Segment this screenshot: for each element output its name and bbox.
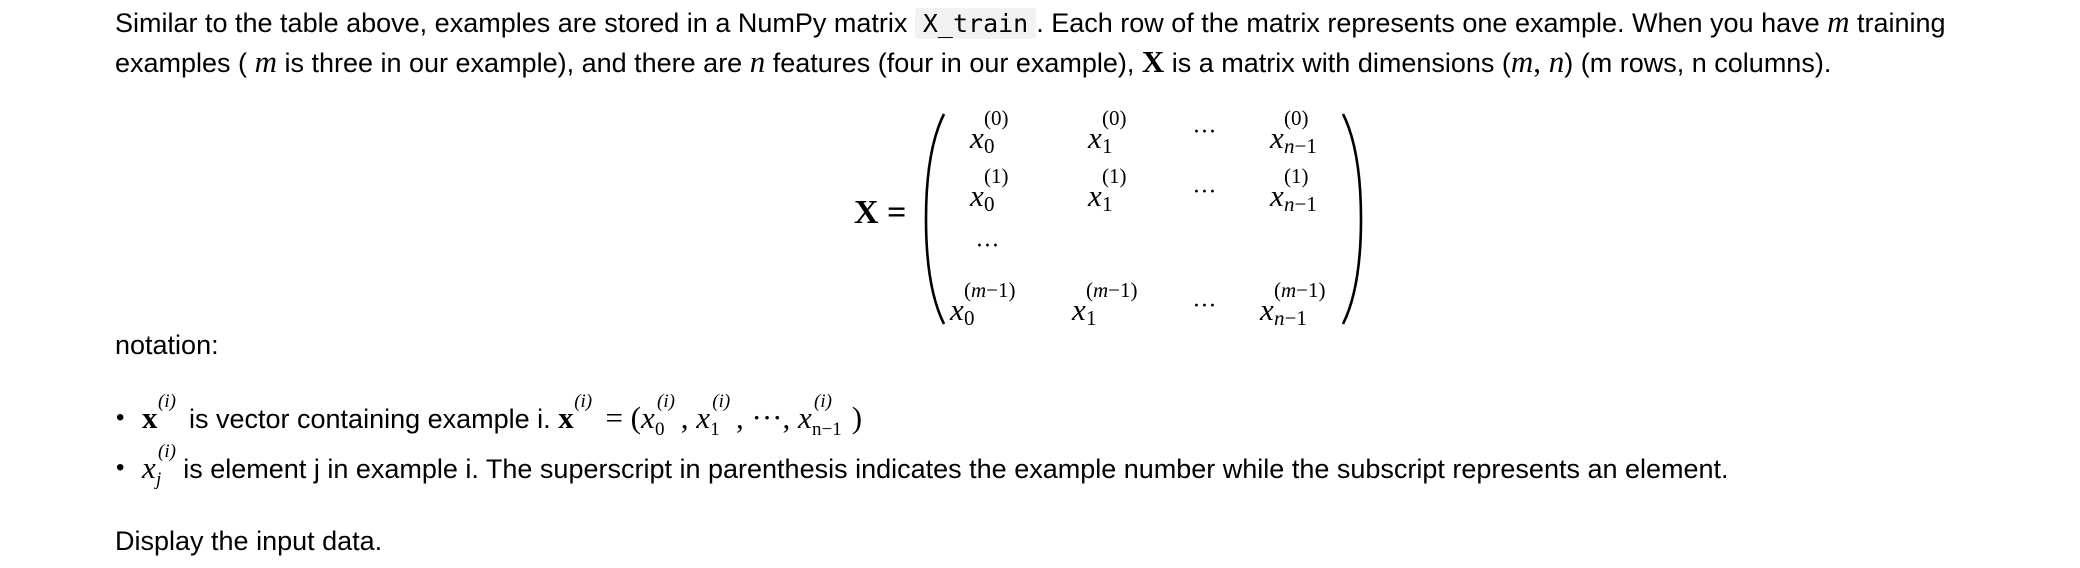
- math-x-i-j: x (i) j: [142, 441, 176, 490]
- math-close-paren: ): [851, 400, 863, 435]
- display-input-text: Display the input data.: [115, 526, 383, 556]
- matrix-label: X =: [854, 194, 907, 231]
- matrix-cell-r1-c1: x (1) 1: [1088, 164, 1127, 216]
- math-x-bold-i: x (i): [142, 391, 176, 435]
- right-parenthesis: [1337, 110, 1365, 328]
- matrix-cell-rlast-c0: x (m−1) 0: [950, 278, 1016, 330]
- math-X-bold: X: [1141, 44, 1165, 79]
- bullet-item-vector: [116, 391, 863, 440]
- paragraph-text: . Each row of the matrix represents one example. When you have: [1036, 8, 1828, 38]
- bullet-icon: •: [116, 404, 125, 431]
- matrix-hdots: ···: [1193, 294, 1217, 319]
- math-m: m: [254, 44, 277, 79]
- bullet-item-element: [116, 441, 1729, 490]
- paragraph-text: examples (: [115, 48, 255, 78]
- math-comma: ,: [782, 400, 799, 435]
- paragraph-line-2: [115, 42, 1831, 83]
- bullet-icon: •: [116, 454, 125, 481]
- bullet-text: is element j in example i. The superscript in parenthesis indicates the example number while the subscript represents an element.: [175, 454, 1729, 484]
- math-x-bold-i: x (i): [558, 391, 593, 435]
- math-x-i-last: x (i) n−1: [798, 391, 842, 440]
- left-parenthesis: [922, 110, 950, 328]
- matrix-cell-rlast-clast: x (m−1) n−1: [1260, 278, 1326, 330]
- paragraph-text: features (four in our example),: [765, 48, 1142, 78]
- math-comma: ,: [1533, 44, 1549, 79]
- math-m: m: [1827, 4, 1850, 39]
- math-dots: ···: [751, 400, 783, 435]
- matrix-hdots: ···: [1193, 180, 1217, 205]
- paragraph-text: training: [1849, 8, 1946, 38]
- math-x-i-0: x (i) 0: [641, 391, 675, 440]
- x-train-code: X_train: [915, 8, 1036, 39]
- paragraph-line-1: [115, 2, 1946, 44]
- matrix-cell-r0-c0: x (0) 0: [970, 106, 1009, 158]
- matrix-equation: [850, 108, 1370, 330]
- paragraph-text: Similar to the table above, examples are stored in a NumPy matrix: [115, 8, 915, 38]
- math-m: m: [1510, 44, 1534, 79]
- math-comma: ,: [680, 400, 697, 435]
- matrix-cell-r1-c0: x (1) 0: [970, 164, 1009, 216]
- matrix-cell-r0-c1: x (0) 1: [1088, 106, 1127, 158]
- notation-label: notation:: [115, 330, 219, 360]
- math-n: n: [1548, 44, 1565, 79]
- matrix-vdots: ···: [976, 234, 1000, 259]
- paragraph-text: is three in our example), and there are: [276, 48, 750, 78]
- matrix-cell-r1-clast: x (1) n−1: [1270, 164, 1317, 216]
- math-equals: = (: [597, 400, 641, 435]
- matrix-hdots: ···: [1193, 120, 1217, 145]
- matrix-cell-rlast-c1: x (m−1) 1: [1072, 278, 1138, 330]
- math-comma: ,: [736, 400, 752, 435]
- paragraph-text: ) (m rows, n columns).: [1564, 48, 1832, 78]
- math-n: n: [749, 44, 766, 79]
- math-x-i-1: x (i) 1: [696, 391, 731, 440]
- bullet-text: is vector containing example i.: [181, 404, 559, 434]
- paragraph-text: is a matrix with dimensions (: [1164, 48, 1511, 78]
- matrix-cell-r0-clast: x (0) n−1: [1270, 106, 1317, 158]
